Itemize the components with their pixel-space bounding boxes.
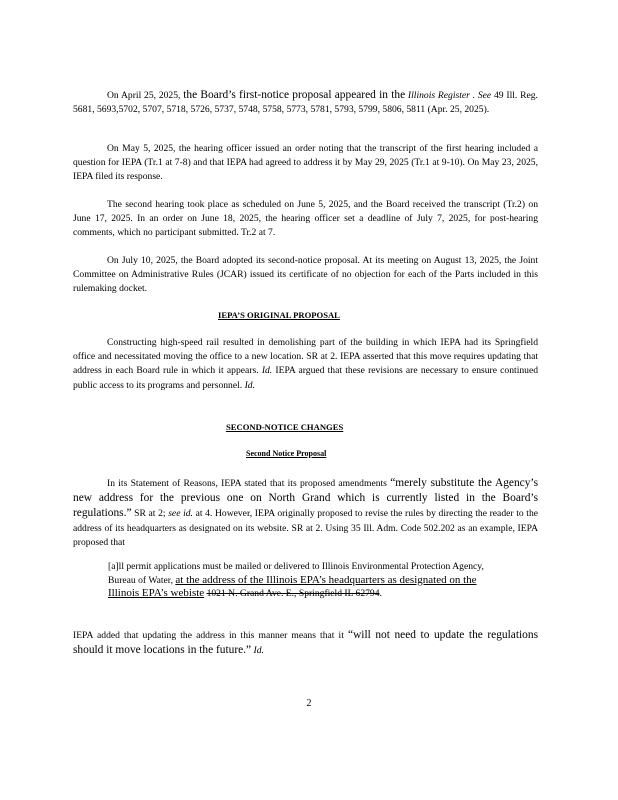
paragraph-hearing-order xyxy=(73,142,538,185)
text-span: SR at 2; xyxy=(134,508,166,520)
text-span: On July 10, 2025, the Board adopted its second-notice proposal. At its meeting on August 13, 2025, the Joint Committee on Administrative Rules (JCAR) issued its certificate of no objection for each of the Parts included in this rulemaking docket. xyxy=(73,255,538,295)
paragraph-rail-relocation xyxy=(73,336,538,393)
text-span: IEPA argued that these revisions are necessary to ensure continued public access to its programs and personnel. xyxy=(73,365,539,391)
section-heading-original-proposal: IEPA’S ORIGINAL PROPOSAL xyxy=(218,310,340,320)
paragraph-second-notice xyxy=(73,254,538,297)
block-quote-rule-text xyxy=(108,560,508,601)
text-span: at 4. However, IEPA originally proposed to revise the rules by directing the reader to the address of its headquarters as designated on its website. SR at 2. Using 35 Ill. Adm. Code 502.202 as an example, IEPA proposed that xyxy=(73,508,539,548)
text-span: [a]ll permit applications must be mailed or delivered to Illinois Environmental Protection Agency, Bureau of Water, xyxy=(108,561,484,586)
paragraph-iepa-added xyxy=(73,628,538,658)
text-span: the Board’s first-notice proposal appeared in the xyxy=(183,89,406,101)
text-span: On May 5, 2025, the hearing officer issued an order noting that the transcript of the first hearing included a question for IEPA (Tr.1 at 7-8) and that IEPA had agreed to address it by May 29, 2025 (Tr.1 at 9-10). On May 23, 2025, IEPA filed its response. xyxy=(73,143,538,183)
register-title: Illinois Register xyxy=(407,90,470,101)
paragraph-first-notice xyxy=(73,88,538,117)
text-span: . See xyxy=(472,90,492,101)
citation-id: Id. xyxy=(244,379,255,391)
text-span: 49 Ill. Reg. 5681, 5693,5702, 5707, 5718, 5726, 5737, 5748, 5758, 5773, 5781, 5793, 5799, 5806, 5811 (Apr. 25, 2025). xyxy=(73,90,538,116)
text-span: Constructing high-speed rail resulted in demolishing part of the building in which IEPA had its Springfield office and necessitated moving the office to a new location. SR at 2. IEPA asserted that this move requires updating that address in each Board rule in which it appears. xyxy=(73,337,538,377)
page-number: 2 xyxy=(306,698,312,709)
citation-id: Id. xyxy=(261,365,273,377)
inserted-text: at the address of the Illinois EPA’s headquarters as designated on the Illinois EPA’s webiste xyxy=(108,573,477,599)
text-span: On April 25, 2025, xyxy=(107,90,181,101)
citation-id: see id. xyxy=(168,508,193,520)
paragraph-statement-of-reasons xyxy=(73,476,538,550)
section-heading-second-notice-changes: SECOND-NOTICE CHANGES xyxy=(226,422,344,432)
text-span: The second hearing took place as scheduled on June 5, 2025, and the Board received the transcript (Tr.2) on June 17, 2025. In an order on June 18, 2025, the hearing officer set a deadline of July 7, 2025, for post-hearing comments, which no participant submitted. Tr.2 at 7. xyxy=(73,199,538,239)
text-span: In its Statement of Reasons, IEPA stated that its proposed amendments xyxy=(107,478,387,489)
text-span: IEPA added that updating the address in this manner means that it xyxy=(73,630,344,641)
subsection-heading-second-notice-proposal: Second Notice Proposal xyxy=(246,449,327,458)
paragraph-second-hearing xyxy=(73,198,538,241)
text-span: . xyxy=(379,588,382,599)
quoted-text: “will not need to update the regulations should it move locations in the future.” xyxy=(73,629,539,657)
quoted-text: “merely substitute the Agency’s new address for the previous one on North Grand which is currently listed in the Board’s regulations.” xyxy=(73,477,539,520)
deleted-text: 1021 N. Grand Ave. E., Springfield IL 62794 xyxy=(206,588,380,599)
citation-id: Id. xyxy=(253,645,264,657)
